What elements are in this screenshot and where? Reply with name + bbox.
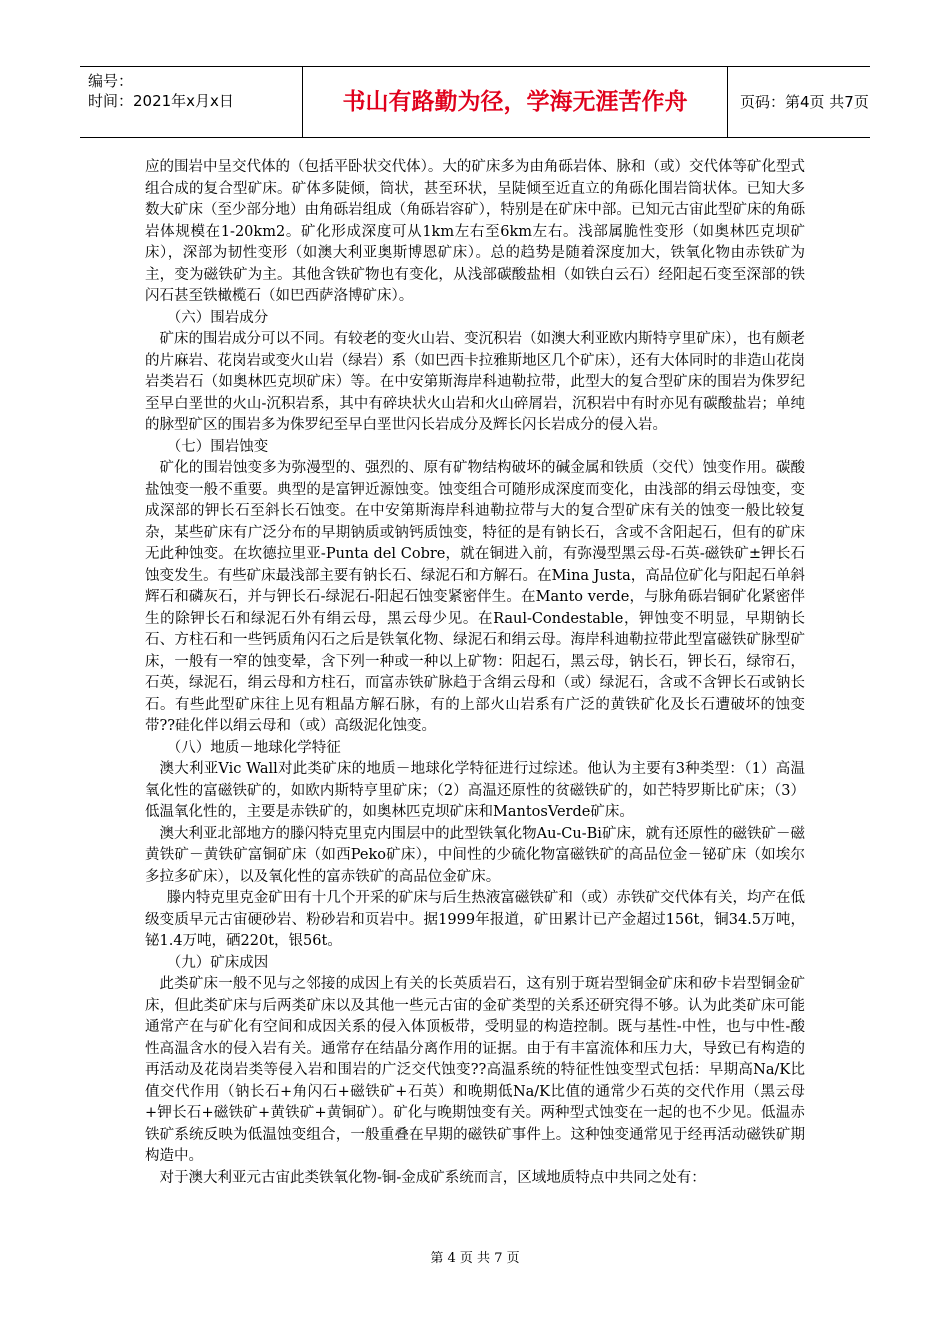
paragraph: 滕内特克里克金矿田有十几个开采的矿床与后生热液富磁铁矿和（或）赤铁矿交代体有关，均产在低级变质早元古宙硬砂岩、粉砂岩和页岩中。据1999年报道，矿田累计已产金超过156t，铜34.5万吨，铋1.4万吨，硒220t，银56t。 [145,890,805,949]
header-time: 时间：2021年x月x日 [88,92,234,110]
header-motto: 书山有路勤为径，学海无涯苦作舟 [302,67,728,137]
paragraph: 矿化的围岩蚀变多为弥漫型的、强烈的、原有矿物结构破坏的碱金属和铁质（交代）蚀变作用。碳酸盐蚀变一般不重要。典型的是富钾近源蚀变。蚀变组合可随形成深度而变化，由浅部的绢云母蚀变，变成深部的钾长石至斜长石蚀变。在中安第斯海岸科迪勒拉带与大的复合型矿床有关的蚀变一般比较复杂，某些矿床有广泛分布的早期钠质或钠钙质蚀变，特征的是有钠长石，含或不含阳起石，但有的矿床无此种蚀变。在坎德拉里亚-Punta del Cobre，就在铜进入前，有弥漫型黑云母-石英-磁铁矿±钾长石蚀变发生。有些矿床最浅部主要有钠长石、绿泥石和方解石。在Mina Justa，高品位矿化与阳起石单斜辉石和磷灰石，并与钾长石-绿泥石-阳起石蚀变紧密伴生。在Manto verde，与脉角砾岩铜矿化紧密伴生的除钾长石和绿泥石外有绢云母，黑云母少见。在Raul-Condestable，钾蚀变不明显，早期钠长石、方柱石和一些钙质角闪石之后是铁氧化物、绿泥石和绢云母。海岸科迪勒拉带此型富磁铁矿脉型矿床，一般有一窄的蚀变晕，含下列一种或一种以上矿物：阳起石，黑云母，钠长石，钾长石，绿帘石，石英，绿泥石，绢云母和方柱石，而富赤铁矿脉趋于含绢云母和（或）绿泥石，含或不含钾长石或钠长石。有些此型矿床往上见有粗晶方解石脉，有的上部火山岩系有广泛的黄铁矿化及长石遭破坏的蚀变带??硅化伴以绢云母和（或）高级泥化蚀变。 [145,460,805,734]
paragraph: 应的围岩中呈交代体的（包括平卧状交代体）。大的矿床多为由角砾岩体、脉和（或）交代体等矿化型式组合成的复合型矿床。矿体多陡倾，筒状，甚至环状，呈陡倾至近直立的角砾化围岩筒状体。已知大多数大矿床（至少部分地）由角砾岩组成（角砾岩容矿），特别是在矿床中部。已知元古宙此型矿床的角砾岩体规模在1-20km2。矿化形成深度可从1km左右至6km左右。浅部属脆性变形（如奥林匹克坝矿床），深部为韧性变形（如澳大利亚奥斯博恩矿床）。总的趋势是随着深度加大，铁氧化物由赤铁矿为主，变为磁铁矿为主。其他含铁矿物也有变化，从浅部碳酸盐相（如铁白云石）经阳起石变至深部的铁闪石甚至铁橄榄石（如巴西萨洛博矿床）。 [145,159,805,304]
header-number: 编号： [88,72,134,90]
section-heading: （六）围岩成分 [166,309,269,326]
header-meta [88,71,288,111]
section-heading: （八）地质－地球化学特征 [166,739,341,756]
paragraph: 此类矿床一般不见与之邻接的成因上有关的长英质岩石，这有别于斑岩型铜金矿床和矽卡岩型铜金矿床，但此类矿床与后两类矿床以及其他一些元古宙的金矿类型的关系还研究得不够。认为此类矿床可能通常产在与矿化有空间和成因关系的侵入体顶板带，受明显的构造控制。既与基性-中性，也与中性-酸性高温含水的侵入岩有关。通常存在结晶分离作用的证据。由于有丰富流体和压力大，导致已有构造的再活动及花岗岩类等侵入岩和围岩的广泛交代蚀变??高温系统的特征性蚀变型式包括：早期高Na/K比值交代作用（钠长石+角闪石+磁铁矿+石英）和晚期低Na/K比值的通常少石英的交代作用（黑云母+钾长石+磁铁矿+黄铁矿+黄铜矿）。矿化与晚期蚀变有关。两种型式蚀变在一起的也不少见。低温赤铁矿系统反映为低温蚀变组合，一般重叠在早期的磁铁矿事件上。这种蚀变通常见于经再活动磁铁矿期构造中。 [145,976,805,1164]
section-heading: （七）围岩蚀变 [166,438,269,455]
paragraph: 澳大利亚北部地方的滕闪特克里克内围层中的此型铁氧化物Au-Cu-Bi矿床，就有还原性的磁铁矿－磁黄铁矿－黄铁矿富铜矿床（如西Peko矿床），中间性的少硫化物富磁铁矿的高品位金－铋矿床（如埃尔多拉多矿床），以及氧化性的富赤铁矿的高品位金矿床。 [145,825,805,885]
paragraph: 澳大利亚Vic Wall对此类矿床的地质－地球化学特征进行过综述。他认为主要有3种类型：（1）高温氧化性的富磁铁矿的，如欧内斯特亨里矿床；（2）高温还原性的贫磁铁矿的，如芒特罗斯比矿床；（3）低温氧化性的，主要是赤铁矿的，如奥林匹克坝矿床和MantosVerde矿床。 [145,761,805,820]
header-page-info: 页码：第4页 共7页 [740,93,869,111]
paragraph: 对于澳大利亚元古宙此类铁氧化物-铜-金成矿系统而言，区域地质特点中共同之处有： [159,1169,706,1186]
section-heading: （九）矿床成因 [166,954,269,971]
paragraph: 矿床的围岩成分可以不同。有较老的变火山岩、变沉积岩（如澳大利亚欧内斯特亨里矿床），也有颇老的片麻岩、花岗岩或变火山岩（绿岩）系（如巴西卡拉雅斯地区几个矿床），还有大体同时的非造山花岗岩类岩石（如奥林匹克坝矿床）等。在中安第斯海岸科迪勒拉带，此型大的复合型矿床的围岩为侏罗纪至早白垩世的火山-沉积岩系，其中有碎块状火山岩和火山碎屑岩，沉积岩中有时亦见有碳酸盐岩；单纯的脉型矿区的围岩多为侏罗纪至早白垩世闪长岩成分及辉长闪长岩成分的侵入岩。 [145,331,805,433]
page-footer: 第 4 页 共 7 页 [430,1251,520,1266]
document-body [145,157,805,1189]
page-header [80,66,870,138]
